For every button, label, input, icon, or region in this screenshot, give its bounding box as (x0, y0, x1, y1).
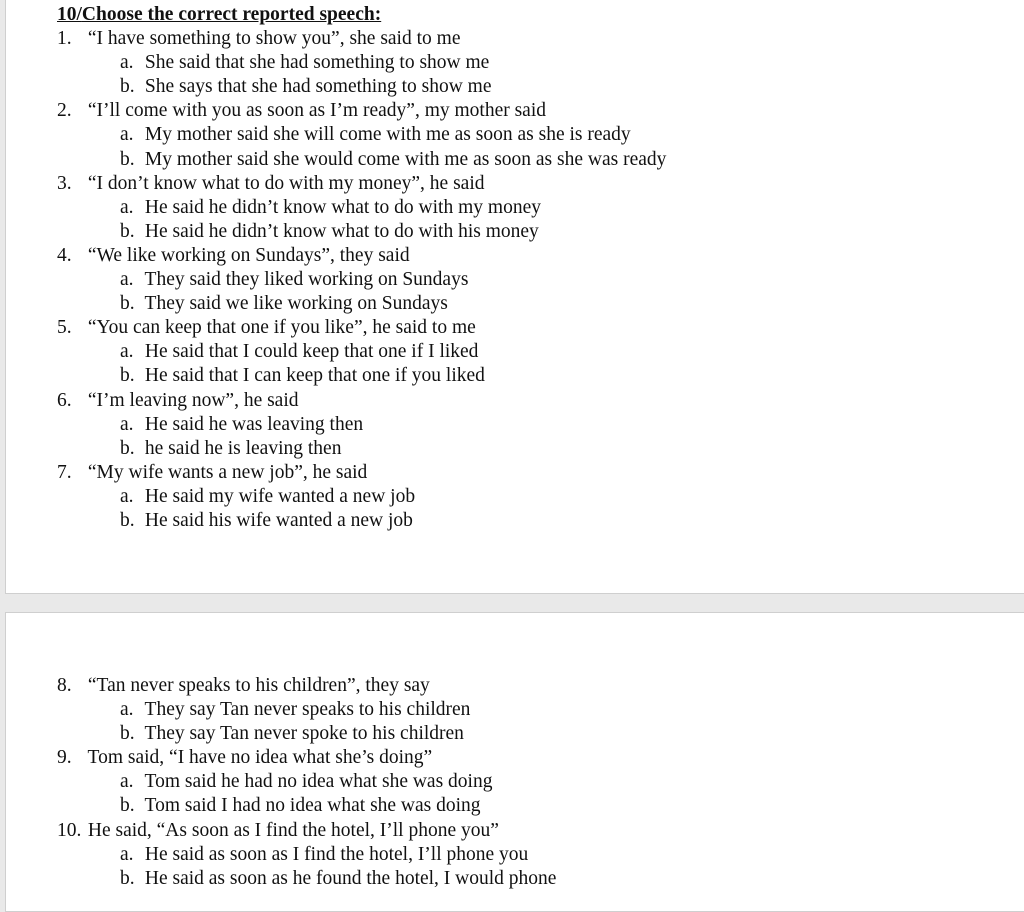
option-5b[interactable] (57, 364, 957, 388)
option-letter: a. (120, 771, 134, 793)
option-letter: b. (120, 437, 135, 459)
option-text: He said he didn’t know what to do with his money (144, 220, 539, 242)
option-2b[interactable] (57, 148, 957, 172)
option-1b[interactable] (57, 75, 957, 99)
option-text: They say Tan never speaks to his children (144, 699, 471, 721)
option-letter: b. (120, 148, 135, 170)
question-6 (57, 389, 957, 413)
section-heading (57, 3, 957, 27)
option-letter: b. (120, 220, 135, 242)
option-letter: b. (120, 76, 135, 98)
option-letter: b. (120, 795, 135, 817)
question-1 (57, 27, 957, 51)
option-text: He said that I could keep that one if I liked (144, 341, 479, 363)
option-letter: a. (120, 341, 134, 363)
question-number: 9. (57, 747, 72, 769)
option-8b[interactable] (57, 722, 957, 746)
option-letter: a. (120, 52, 134, 74)
option-6a[interactable] (57, 413, 957, 437)
question-number: 7. (57, 461, 72, 483)
question-prompt: “My wife wants a new job”, he said (87, 461, 368, 483)
question-prompt: “We like working on Sundays”, they said (87, 244, 410, 266)
question-9 (57, 746, 957, 770)
option-text: He said he didn’t know what to do with my money (144, 196, 541, 218)
option-text: Tom said he had no idea what she was doing (144, 771, 493, 793)
option-letter: a. (120, 413, 134, 435)
option-text: They say Tan never spoke to his children (144, 723, 464, 745)
option-8a[interactable] (57, 698, 957, 722)
option-text: He said that I can keep that one if you liked (144, 365, 485, 387)
option-text: He said he was leaving then (144, 413, 364, 435)
question-number: 1. (57, 28, 72, 50)
option-10b[interactable] (57, 867, 957, 891)
question-prompt: “Tan never speaks to his children”, they say (87, 675, 430, 696)
option-text: He said as soon as he found the hotel, I would phone (144, 867, 557, 889)
question-prompt: “I have something to show you”, she said to me (87, 28, 461, 50)
question-8 (57, 674, 957, 698)
option-letter: a. (120, 269, 134, 291)
question-number: 4. (57, 244, 72, 266)
page-1-content (57, 3, 957, 533)
option-text: He said his wife wanted a new job (144, 509, 413, 531)
section-title: Choose the correct reported speech: (81, 4, 382, 25)
option-text: They said they liked working on Sundays (144, 269, 469, 291)
question-prompt: “You can keep that one if you like”, he said to me (87, 317, 476, 339)
option-5a[interactable] (57, 340, 957, 364)
question-prompt: “I’m leaving now”, he said (87, 389, 299, 411)
option-letter: a. (120, 196, 134, 218)
option-letter: a. (120, 485, 134, 507)
option-10a[interactable] (57, 843, 957, 867)
option-text: They said we like working on Sundays (144, 293, 448, 315)
option-3b[interactable] (57, 220, 957, 244)
option-2a[interactable] (57, 123, 957, 147)
question-number: 6. (57, 389, 72, 411)
option-letter: b. (120, 365, 135, 387)
option-4a[interactable] (57, 268, 957, 292)
option-4b[interactable] (57, 292, 957, 316)
option-text: he said he is leaving then (144, 437, 342, 459)
question-prompt: “I don’t know what to do with my money”, he said (87, 172, 485, 194)
option-3a[interactable] (57, 196, 957, 220)
option-1a[interactable] (57, 51, 957, 75)
option-letter: b. (120, 293, 135, 315)
question-prompt: He said, “As soon as I find the hotel, I’ll phone you” (87, 819, 499, 841)
option-6b[interactable] (57, 437, 957, 461)
option-7b[interactable] (57, 509, 957, 533)
option-letter: a. (120, 843, 134, 865)
option-text: My mother said she would come with me as soon as she was ready (144, 148, 667, 170)
question-5 (57, 316, 957, 340)
option-text: He said my wife wanted a new job (144, 485, 416, 507)
option-text: She said that she had something to show me (144, 52, 490, 74)
question-number: 10. (57, 819, 82, 841)
option-9a[interactable] (57, 770, 957, 794)
question-number: 8. (57, 675, 72, 696)
option-text: My mother said she will come with me as soon as she is ready (144, 124, 631, 146)
section-number: 10/ (57, 4, 82, 25)
question-number: 5. (57, 317, 72, 339)
option-text: She says that she had something to show me (144, 76, 492, 98)
option-9b[interactable] (57, 794, 957, 818)
question-10 (57, 819, 957, 843)
question-2 (57, 99, 957, 123)
option-letter: a. (120, 699, 134, 721)
option-7a[interactable] (57, 485, 957, 509)
question-number: 3. (57, 172, 72, 194)
question-prompt: Tom said, “I have no idea what she’s doing” (87, 747, 433, 769)
page-2-content (57, 674, 957, 891)
question-3 (57, 172, 957, 196)
option-text: He said as soon as I find the hotel, I’ll phone you (144, 843, 529, 865)
question-4 (57, 244, 957, 268)
option-letter: b. (120, 509, 135, 531)
option-letter: b. (120, 867, 135, 889)
question-prompt: “I’ll come with you as soon as I’m ready”, my mother said (87, 100, 547, 122)
question-number: 2. (57, 100, 72, 122)
question-7 (57, 461, 957, 485)
option-letter: b. (120, 723, 135, 745)
option-letter: a. (120, 124, 134, 146)
option-text: Tom said I had no idea what she was doing (144, 795, 481, 817)
